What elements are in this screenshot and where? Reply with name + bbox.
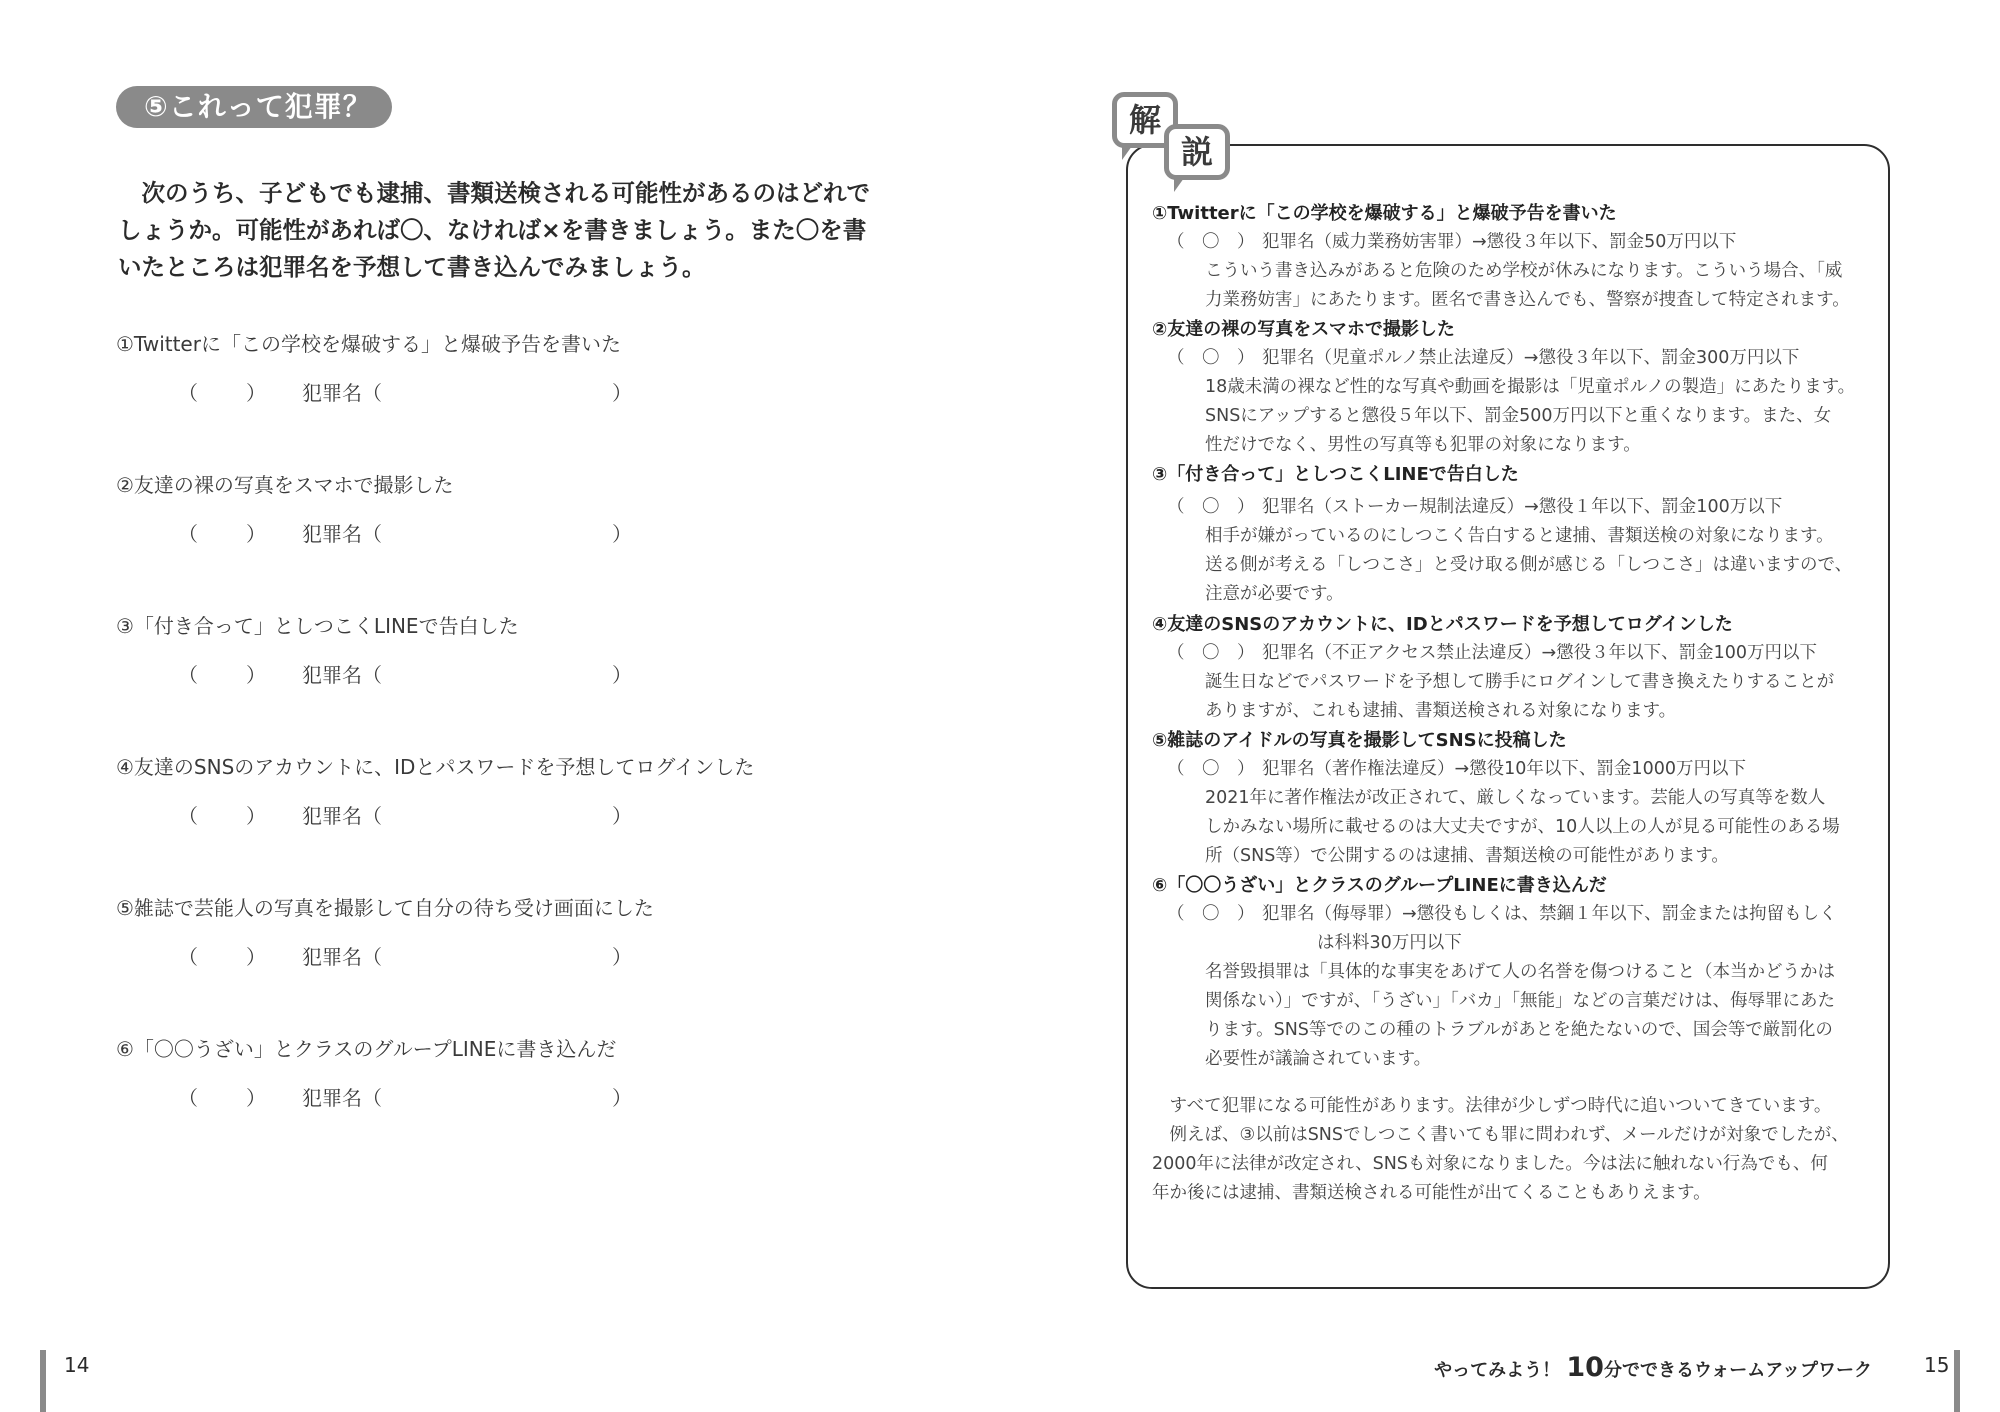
question-1 — [116, 331, 936, 407]
crime-cont-line: は科料30万円以下 — [1317, 933, 1462, 953]
answer-open-paren: （ — [178, 804, 198, 828]
commentary-item-2 — [1152, 315, 1877, 460]
closing-line: 2000年に法律が改定され、SNSも対象になりました。今は法に触れない行為でも、何 — [1152, 1154, 1828, 1174]
crime-name-close: ） — [612, 1086, 632, 1110]
crime-name-close: ） — [612, 663, 632, 687]
question-text: ②友達の裸の写真をスマホで撮影した — [116, 473, 454, 497]
answer-line — [1152, 228, 1877, 257]
answer-open-paren: （ — [178, 1086, 198, 1110]
body-line: 関係ない）」ですが、「うざい」「バカ」「無能」などの言葉だけは、侮辱罪にあた — [1205, 991, 1835, 1011]
body-line: 2021年に著作権法が改正されて、厳しくなっています。芸能人の写真等を数人 — [1205, 788, 1826, 808]
body-line: 所（SNS等）で公開するのは逮捕、書類送検の可能性があります。 — [1205, 846, 1729, 866]
answer-mark: （ 〇 ） — [1167, 497, 1255, 517]
running-title-c: 分でできるウォームアップワーク — [1603, 1360, 1872, 1381]
commentary-badge-1: 解 — [1112, 92, 1178, 148]
answer-row — [116, 377, 936, 407]
crime-name-close: ） — [612, 381, 632, 405]
left-margin-bar — [40, 1350, 46, 1412]
answer-line — [1152, 493, 1877, 522]
item-body — [1205, 958, 1877, 1074]
answer-mark: （ 〇 ） — [1167, 643, 1255, 663]
item-heading: ①Twitterに「この学校を爆破する」と爆破予告を書いた — [1152, 203, 1617, 224]
item-heading: ⑤雑誌のアイドルの写真を撮影してSNSに投稿した — [1152, 730, 1567, 751]
question-text: ①Twitterに「この学校を爆破する」と爆破予告を書いた — [116, 332, 621, 356]
closing-paragraph — [1152, 1092, 1877, 1208]
body-line: 注意が必要です。 — [1205, 584, 1344, 604]
crime-name-label: 犯罪名（ — [302, 945, 382, 969]
item-heading: ④友達のSNSのアカウントに、IDとパスワードを予想してログインした — [1152, 614, 1733, 635]
answer-mark: （ 〇 ） — [1167, 759, 1255, 779]
answer-close-paren: ） — [246, 663, 266, 687]
answer-row — [116, 1082, 936, 1112]
question-6 — [116, 1036, 936, 1112]
answer-close-paren: ） — [246, 1086, 266, 1110]
item-body — [1205, 784, 1877, 871]
intro-line: しょうか。可能性があれば〇、なければ×を書きましょう。また〇を書 — [118, 216, 867, 244]
answer-close-paren: ） — [246, 381, 266, 405]
answer-line — [1152, 900, 1877, 929]
crime-info: 犯罪名（威力業務妨害罪）→懲役３年以下、罰金50万円以下 — [1262, 232, 1737, 252]
item-body — [1205, 373, 1877, 460]
answer-open-paren: （ — [178, 945, 198, 969]
running-title-a: やってみよう！ — [1434, 1360, 1561, 1381]
question-2 — [116, 472, 936, 548]
closing-line: すべて犯罪になる可能性があります。法律が少しずつ時代に追いついてきています。 — [1152, 1096, 1832, 1116]
crime-info: 犯罪名（児童ポルノ禁止法違反）→懲役３年以下、罰金300万円以下 — [1262, 348, 1800, 368]
question-text: ⑤雑誌で芸能人の写真を撮影して自分の待ち受け画面にした — [116, 896, 654, 920]
section-title: ⑤これって犯罪？ — [116, 86, 392, 128]
answer-row — [116, 659, 936, 689]
body-line: こういう書き込みがあると危険のため学校が休みになります。こういう場合、「威 — [1205, 261, 1843, 281]
answer-mark: （ 〇 ） — [1167, 904, 1255, 924]
answer-mark: （ 〇 ） — [1167, 348, 1255, 368]
item-heading: ③「付き合って」としつこくLINEで告白した — [1152, 464, 1519, 485]
answer-close-paren: ） — [246, 945, 266, 969]
closing-line: 例えば、③以前はSNSでしつこく書いても罪に問われず、メールだけが対象でしたが、 — [1152, 1125, 1849, 1145]
body-line: 名誉毀損罪は「具体的な事実をあげて人の名誉を傷つけること（本当かどうかは — [1205, 962, 1835, 982]
question-text: ④友達のSNSのアカウントに、IDとパスワードを予想してログインした — [116, 755, 755, 779]
answer-open-paren: （ — [178, 522, 198, 546]
commentary-item-6 — [1152, 871, 1877, 1074]
closing-line: 年か後には逮捕、書類送検される可能性が出てくることもありえます。 — [1152, 1183, 1711, 1203]
crime-info: 犯罪名（侮辱罪）→懲役もしくは、禁錮１年以下、罰金または拘留もしく — [1262, 904, 1837, 924]
answer-line — [1152, 344, 1877, 373]
item-body — [1205, 257, 1877, 315]
answer-open-paren: （ — [178, 381, 198, 405]
intro-line: 次のうち、子どもでも逮捕、書類送検される可能性があるのはどれで — [118, 179, 870, 207]
crime-name-close: ） — [612, 804, 632, 828]
body-line: 18歳未満の裸など性的な写真や動画を撮影は「児童ポルノの製造」にあたります。 — [1205, 377, 1856, 397]
body-line: しかみない場所に載せるのは大丈夫ですが、10人以上の人が見る可能性のある場 — [1205, 817, 1840, 837]
body-line: 送る側が考える「しつこさ」と受け取る側が感じる「しつこさ」は違いますので、 — [1205, 555, 1853, 575]
running-title-b: 10 — [1566, 1352, 1604, 1383]
item-body — [1205, 522, 1877, 609]
answer-row — [116, 518, 936, 548]
crime-name-label: 犯罪名（ — [302, 381, 382, 405]
crime-name-label: 犯罪名（ — [302, 804, 382, 828]
crime-name-close: ） — [612, 945, 632, 969]
answer-line — [1152, 639, 1877, 668]
body-line: 性だけでなく、男性の写真等も犯罪の対象になります。 — [1205, 435, 1641, 455]
crime-name-label: 犯罪名（ — [302, 522, 382, 546]
crime-info: 犯罪名（不正アクセス禁止法違反）→懲役３年以下、罰金100万円以下 — [1262, 643, 1818, 663]
intro-line: いたところは犯罪名を予想して書き込んでみましょう。 — [118, 253, 706, 281]
item-heading: ⑥「〇〇うざい」とクラスのグループLINEに書き込んだ — [1152, 875, 1607, 896]
question-5 — [116, 895, 936, 971]
answer-row — [116, 941, 936, 971]
badge-tail-2 — [1174, 178, 1184, 192]
intro-text — [118, 175, 908, 286]
crime-name-label: 犯罪名（ — [302, 663, 382, 687]
body-line: 相手が嫌がっているのにしつこく告白すると逮捕、書類送検の対象になります。 — [1205, 526, 1834, 546]
question-3 — [116, 613, 936, 689]
crime-name-label: 犯罪名（ — [302, 1086, 382, 1110]
item-heading: ②友達の裸の写真をスマホで撮影した — [1152, 319, 1455, 340]
crime-name-close: ） — [612, 522, 632, 546]
answer-row — [116, 800, 936, 830]
commentary-item-1 — [1152, 199, 1877, 315]
answer-open-paren: （ — [178, 663, 198, 687]
question-4 — [116, 754, 936, 830]
question-text: ⑥「〇〇うざい」とクラスのグループLINEに書き込んだ — [116, 1037, 617, 1061]
answer-close-paren: ） — [246, 522, 266, 546]
body-line: 誕生日などでパスワードを予想して勝手にログインして書き換えたりすることが — [1205, 672, 1835, 692]
running-title — [1434, 1352, 1872, 1383]
body-line: ありますが、これも逮捕、書類送検される対象になります。 — [1205, 701, 1677, 721]
right-margin-bar — [1954, 1350, 1960, 1412]
left-page-number: 14 — [64, 1353, 90, 1377]
commentary-badge-2: 説 — [1164, 124, 1230, 180]
right-page-number: 15 — [1924, 1353, 1950, 1377]
body-line: 必要性が議論されています。 — [1205, 1049, 1432, 1069]
answer-close-paren: ） — [246, 804, 266, 828]
body-line: 力業務妨害」にあたります。匿名で書き込んでも、警察が捜査して特定されます。 — [1205, 290, 1850, 310]
body-line: ります。SNS等でのこの種のトラブルがあとを絶たないので、国会等で厳罰化の — [1205, 1020, 1833, 1040]
crime-info-cont — [1317, 929, 1877, 958]
body-line: SNSにアップすると懲役５年以下、罰金500万円以下と重くなります。また、女 — [1205, 406, 1832, 426]
commentary-item-3 — [1152, 460, 1877, 609]
crime-info: 犯罪名（著作権法違反）→懲役10年以下、罰金1000万円以下 — [1262, 759, 1746, 779]
answer-line — [1152, 755, 1877, 784]
badge-tail-1 — [1122, 146, 1132, 160]
answer-mark: （ 〇 ） — [1167, 232, 1255, 252]
commentary-item-5 — [1152, 726, 1877, 871]
crime-info: 犯罪名（ストーカー規制法違反）→懲役１年以下、罰金100万以下 — [1262, 497, 1783, 517]
item-body — [1205, 668, 1877, 726]
question-text: ③「付き合って」としつこくLINEで告白した — [116, 614, 519, 638]
commentary-item-4 — [1152, 610, 1877, 726]
